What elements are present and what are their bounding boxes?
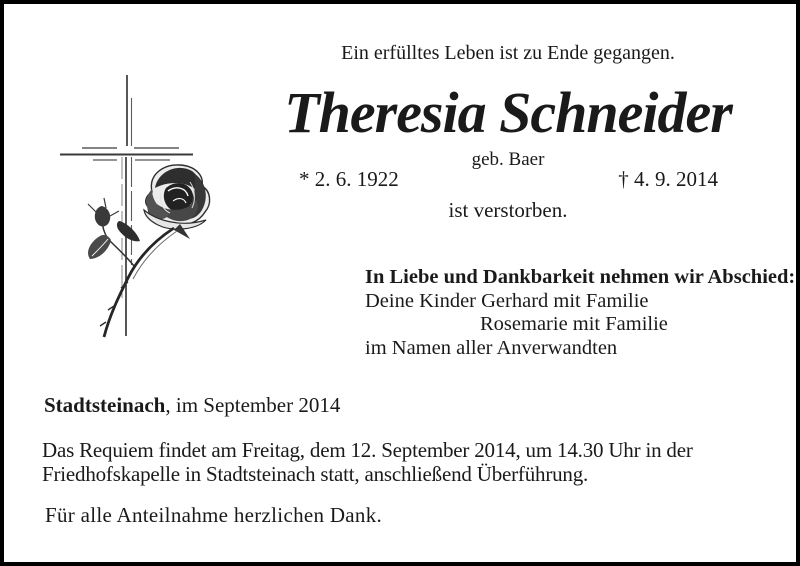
- maiden-name: geb. Baer: [471, 149, 545, 170]
- place-date-line: [44, 395, 340, 416]
- birth-date: * 2. 6. 1922: [299, 167, 399, 191]
- deceased-name: Theresia Schneider: [284, 80, 732, 145]
- thanks-line: Für alle Anteilnahme herzlichen Dank.: [45, 503, 383, 527]
- deceased-line: ist verstorben.: [448, 198, 568, 222]
- place-date-rest: , im September 2014: [165, 393, 341, 417]
- requiem-announcement: Das Requiem findet am Freitag, dem 12. September 2014, um 14.30 Uhr in der Friedhofskapelle in Stadtsteinach statt, anschließend Überführung.: [42, 438, 693, 487]
- tagline: Ein erfülltes Leben ist zu Ende gegangen.: [341, 42, 675, 64]
- farewell-line: Deine Kinder Gerhard mit Familie: [365, 289, 649, 312]
- place-name: Stadtsteinach: [44, 393, 166, 417]
- farewell-block: [365, 266, 795, 360]
- cross-with-rose-icon: [40, 60, 260, 360]
- farewell-line: im Namen aller Anverwandten: [365, 336, 618, 359]
- farewell-header: In Liebe und Dankbarkeit nehmen wir Abschied:: [365, 266, 796, 288]
- farewell-line: Rosemarie mit Familie: [480, 313, 668, 335]
- death-date: † 4. 9. 2014: [618, 167, 718, 191]
